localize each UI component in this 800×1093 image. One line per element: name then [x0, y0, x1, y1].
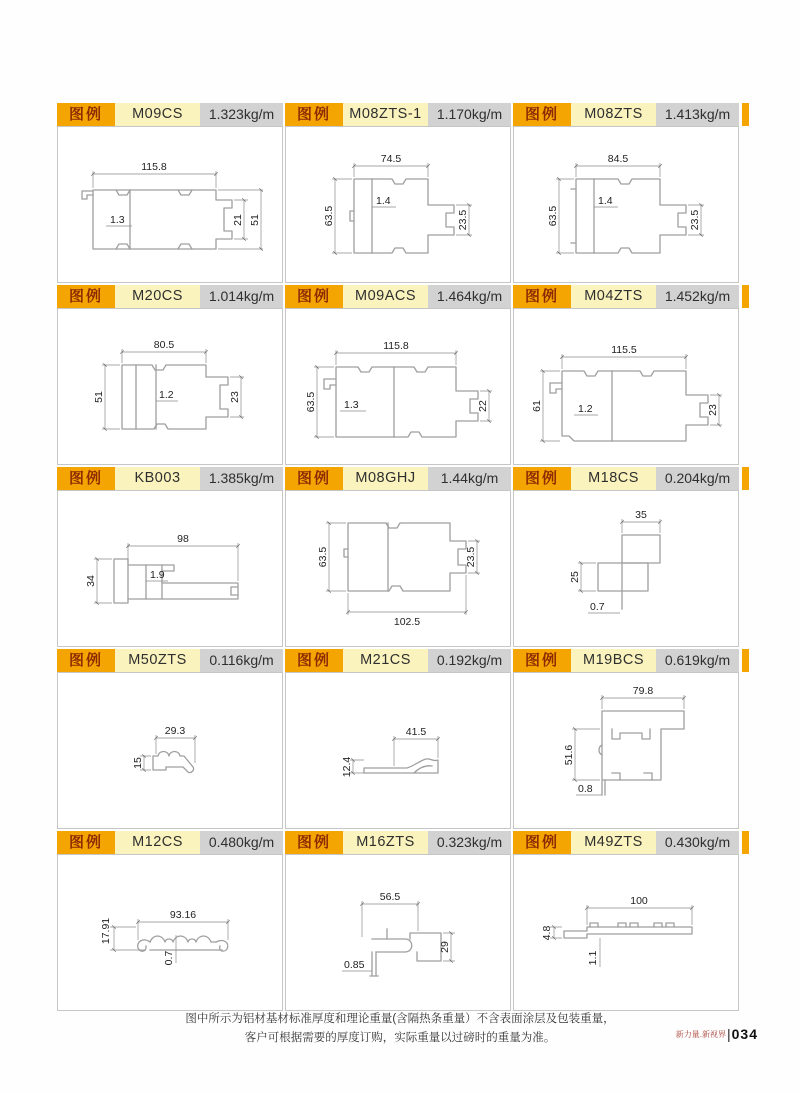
profile-code: M04ZTS — [571, 285, 656, 308]
legend-label: 图例 — [513, 649, 571, 672]
dim-label: 1.3 — [110, 214, 125, 226]
dim-label: 1.1 — [587, 950, 599, 966]
cell-header — [513, 467, 739, 490]
dim-label: 0.7 — [590, 601, 605, 613]
profile-code: M16ZTS — [343, 831, 428, 854]
dim-label: 98 — [177, 533, 189, 545]
dim-label: 15 — [132, 757, 144, 769]
dim-label: 63.5 — [323, 205, 335, 227]
profile-code: M20CS — [115, 285, 200, 308]
profile-weight: 0.116kg/m — [200, 649, 283, 672]
legend-label: 图例 — [57, 103, 115, 126]
profile-cell — [513, 285, 739, 465]
cell-body — [285, 854, 511, 1011]
dim-label: 29 — [439, 941, 451, 953]
dim-label: 63.5 — [547, 205, 559, 227]
dim-label: 63.5 — [317, 546, 329, 568]
profile-cell — [285, 103, 511, 283]
cell-header — [513, 649, 739, 672]
cell-body — [57, 308, 283, 465]
profile-drawing — [514, 309, 738, 464]
dim-label: 22 — [477, 400, 489, 412]
dim-label: 51 — [249, 214, 261, 226]
dim-label: 0.85 — [344, 959, 365, 971]
cell-header — [285, 649, 511, 672]
profile-weight: 1.452kg/m — [656, 285, 739, 308]
profile-cell — [513, 467, 739, 647]
brand-separator: | — [727, 1026, 731, 1042]
cell-header — [285, 103, 511, 126]
legend-label: 图例 — [285, 103, 343, 126]
profile-code: M09CS — [115, 103, 200, 126]
profile-cell — [57, 285, 283, 465]
profile-drawing — [514, 855, 738, 1010]
profile-cell — [285, 649, 511, 829]
dim-label: 21 — [232, 214, 244, 226]
dim-label: 74.5 — [380, 153, 402, 165]
profile-weight: 0.619kg/m — [656, 649, 739, 672]
profile-cell — [57, 649, 283, 829]
legend-label: 图例 — [513, 103, 571, 126]
profile-drawing — [286, 855, 510, 1010]
dim-label: 1.9 — [150, 569, 165, 581]
legend-label: 图例 — [285, 649, 343, 672]
dim-label: 102.5 — [393, 616, 421, 628]
cell-header — [285, 285, 511, 308]
dim-label: 1.2 — [159, 389, 174, 401]
cell-body — [285, 672, 511, 829]
dim-label: 41.5 — [405, 726, 427, 738]
profile-drawing — [58, 127, 282, 282]
cell-body — [513, 490, 739, 647]
profile-drawing — [286, 309, 510, 464]
legend-label: 图例 — [57, 831, 115, 854]
profile-weight: 1.464kg/m — [428, 285, 511, 308]
page-footer-brand — [676, 1026, 758, 1042]
profile-weight: 0.323kg/m — [428, 831, 511, 854]
profile-weight: 0.204kg/m — [656, 467, 739, 490]
profile-code: M49ZTS — [571, 831, 656, 854]
cell-body — [513, 672, 739, 829]
dim-label: 23 — [229, 391, 241, 403]
dim-label: 51.6 — [563, 744, 575, 766]
dim-label: 115.5 — [611, 344, 637, 356]
profile-cell — [285, 467, 511, 647]
profile-drawing — [286, 673, 510, 828]
profile-cell — [57, 467, 283, 647]
cell-header — [57, 285, 283, 308]
profile-weight: 1.323kg/m — [200, 103, 283, 126]
profile-cell — [513, 831, 739, 1011]
dim-label: 84.5 — [607, 153, 629, 165]
header-bleed-mark — [742, 285, 749, 308]
legend-label: 图例 — [285, 285, 343, 308]
dim-label: 93.16 — [169, 909, 197, 921]
dim-label: 1.4 — [598, 195, 613, 207]
cell-body — [513, 126, 739, 283]
profile-code: M50ZTS — [115, 649, 200, 672]
dim-label: 100 — [630, 895, 648, 907]
cell-header — [57, 103, 283, 126]
legend-label: 图例 — [285, 831, 343, 854]
cell-body — [513, 308, 739, 465]
profile-weight: 0.480kg/m — [200, 831, 283, 854]
dim-label: 80.5 — [153, 339, 175, 351]
profile-grid — [57, 103, 739, 1011]
dim-label: 4.8 — [541, 925, 553, 941]
cell-body — [57, 672, 283, 829]
header-bleed-mark — [742, 103, 749, 126]
dim-label: 17.91 — [100, 917, 112, 945]
profile-code: M21CS — [343, 649, 428, 672]
dim-label: 1.3 — [344, 399, 359, 411]
header-bleed-mark — [742, 831, 749, 854]
profile-code: M08ZTS — [571, 103, 656, 126]
profile-weight: 1.014kg/m — [200, 285, 283, 308]
dim-label: 34 — [85, 575, 97, 587]
legend-label: 图例 — [513, 285, 571, 308]
profile-cell — [513, 103, 739, 283]
profile-drawing — [514, 127, 738, 282]
profile-weight: 0.430kg/m — [656, 831, 739, 854]
dim-label: 29.3 — [164, 725, 186, 737]
profile-weight: 0.192kg/m — [428, 649, 511, 672]
header-bleed-mark — [742, 467, 749, 490]
cell-body — [57, 126, 283, 283]
dim-label: 23.5 — [457, 209, 469, 231]
dim-label: 35 — [635, 509, 647, 521]
legend-label: 图例 — [285, 467, 343, 490]
profile-code: KB003 — [115, 467, 200, 490]
dim-label: 61 — [531, 400, 543, 412]
cell-header — [513, 831, 739, 854]
profile-code: M08ZTS-1 — [343, 103, 428, 126]
profile-cell — [285, 831, 511, 1011]
cell-header — [285, 831, 511, 854]
profile-drawing — [58, 491, 282, 646]
profile-drawing — [58, 855, 282, 1010]
dim-label: 1.2 — [578, 403, 593, 415]
legend-label: 图例 — [57, 285, 115, 308]
dim-label: 23.5 — [465, 546, 477, 568]
cell-header — [57, 467, 283, 490]
profile-code: M09ACS — [343, 285, 428, 308]
cell-header — [57, 831, 283, 854]
brand-text: 新力量.新视界 — [675, 1029, 726, 1039]
profile-drawing — [58, 673, 282, 828]
legend-label: 图例 — [57, 649, 115, 672]
cell-body — [285, 126, 511, 283]
dim-label: 115.8 — [141, 161, 167, 173]
dim-label: 23.5 — [689, 209, 701, 231]
legend-label: 图例 — [513, 831, 571, 854]
dim-label: 51 — [93, 391, 105, 403]
cell-body — [57, 854, 283, 1011]
profile-cell — [57, 831, 283, 1011]
cell-body — [285, 308, 511, 465]
footer-note-line2: 客户可根据需要的厚度订购，实际重量以过磅时的重量为准。 — [244, 1032, 556, 1044]
profile-drawing — [514, 491, 738, 646]
profile-code: M08GHJ — [343, 467, 428, 490]
profile-cell — [513, 649, 739, 829]
profile-drawing — [286, 127, 510, 282]
dim-label: 79.8 — [632, 685, 654, 697]
cell-body — [285, 490, 511, 647]
dim-label: 23 — [707, 404, 719, 416]
dim-label: 63.5 — [305, 391, 317, 413]
cell-header — [57, 649, 283, 672]
page-number: 034 — [731, 1026, 758, 1042]
cell-body — [513, 854, 739, 1011]
profile-weight: 1.413kg/m — [656, 103, 739, 126]
footer-note-line1: 图中所示为铝材基材标准厚度和理论重量(含隔热条重量）不含表面涂层及包装重量， — [185, 1013, 615, 1025]
dim-label: 0.8 — [578, 783, 593, 795]
dim-label: 56.5 — [379, 891, 401, 903]
dim-label: 25 — [569, 571, 581, 583]
dim-label: 0.7 — [163, 950, 175, 966]
profile-weight: 1.385kg/m — [200, 467, 283, 490]
cell-header — [513, 103, 739, 126]
legend-label: 图例 — [57, 467, 115, 490]
profile-weight: 1.170kg/m — [428, 103, 511, 126]
legend-label: 图例 — [513, 467, 571, 490]
cell-body — [57, 490, 283, 647]
header-bleed-mark — [742, 649, 749, 672]
profile-weight: 1.44kg/m — [428, 467, 511, 490]
profile-code: M19BCS — [571, 649, 656, 672]
profile-cell — [57, 103, 283, 283]
profile-code: M12CS — [115, 831, 200, 854]
cell-header — [285, 467, 511, 490]
profile-drawing — [514, 673, 738, 828]
profile-code: M18CS — [571, 467, 656, 490]
cell-header — [513, 285, 739, 308]
profile-cell — [285, 285, 511, 465]
dim-label: 115.8 — [383, 340, 409, 352]
dim-label: 12.4 — [341, 756, 353, 778]
dim-label: 1.4 — [376, 195, 391, 207]
profile-drawing — [286, 491, 510, 646]
profile-drawing — [58, 309, 282, 464]
